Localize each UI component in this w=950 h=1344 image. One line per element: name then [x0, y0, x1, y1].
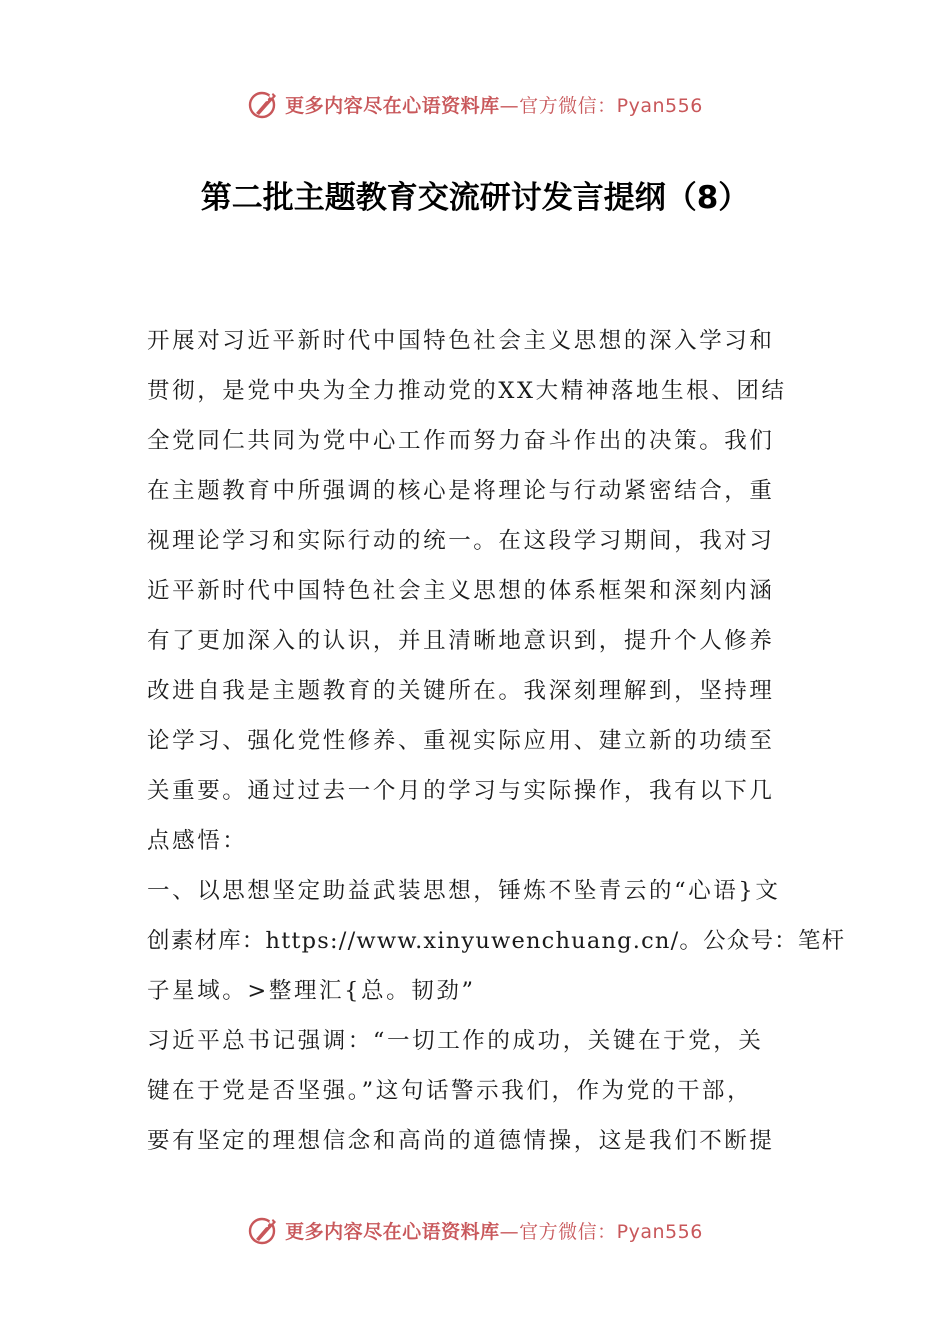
body-line: 创素材库：https://www.xinyuwenchuang.cn/。公众号：笔杆: [147, 928, 846, 954]
body-line: 论学习、强化党性修养、重视实际应用、建立新的功绩至: [147, 728, 775, 754]
body-line: 键在于党是否坚强。”这句话警示我们，作为党的干部，: [147, 1078, 753, 1104]
body-line: 贯彻，是党中央为全力推动党的XX大精神落地生根、团结: [147, 378, 787, 404]
body-line: 点感悟：: [147, 828, 248, 854]
body-line: 在主题教育中所强调的核心是将理论与行动紧密结合，重: [147, 478, 775, 504]
banner-text: 更多内容尽在心语资料库—官方微信：Pyan556: [285, 1220, 703, 1243]
body-line: 开展对习近平新时代中国特色社会主义思想的深入学习和: [147, 328, 775, 354]
document-title: 第二批主题教育交流研讨发言提纲（8）: [200, 180, 750, 216]
body-line: 近平新时代中国特色社会主义思想的体系框架和深刻内涵: [147, 578, 775, 604]
body-line: 关重要。通过过去一个月的学习与实际操作，我有以下几: [147, 778, 775, 804]
body-line: 视理论学习和实际行动的统一。在这段学习期间，我对习: [147, 528, 775, 554]
document-body: [147, 316, 846, 1166]
body-line: 全党同仁共同为党中心工作而努力奋斗作出的决策。我们: [147, 428, 775, 454]
section-heading: 一、以思想坚定助益武装思想，锤炼不坠青云的“心语}文: [147, 878, 781, 904]
body-line: 有了更加深入的认识，并且清晰地意识到，提升个人修养: [147, 628, 775, 654]
body-line: 改进自我是主题教育的关键所在。我深刻理解到，坚持理: [147, 678, 775, 704]
pen-nib-logo-icon: [247, 1213, 281, 1247]
pen-nib-logo-icon: [247, 87, 281, 121]
banner-text: 更多内容尽在心语资料库—官方微信：Pyan556: [285, 94, 703, 117]
header-banner: [0, 84, 950, 124]
body-line: 习近平总书记强调：“一切工作的成功，关键在于党，关: [147, 1028, 764, 1054]
body-line: 要有坚定的理想信念和高尚的道德情操，这是我们不断提: [147, 1128, 775, 1154]
footer-banner: [0, 1210, 950, 1250]
body-line: 子星域。>整理汇{总。韧劲”: [147, 978, 476, 1004]
